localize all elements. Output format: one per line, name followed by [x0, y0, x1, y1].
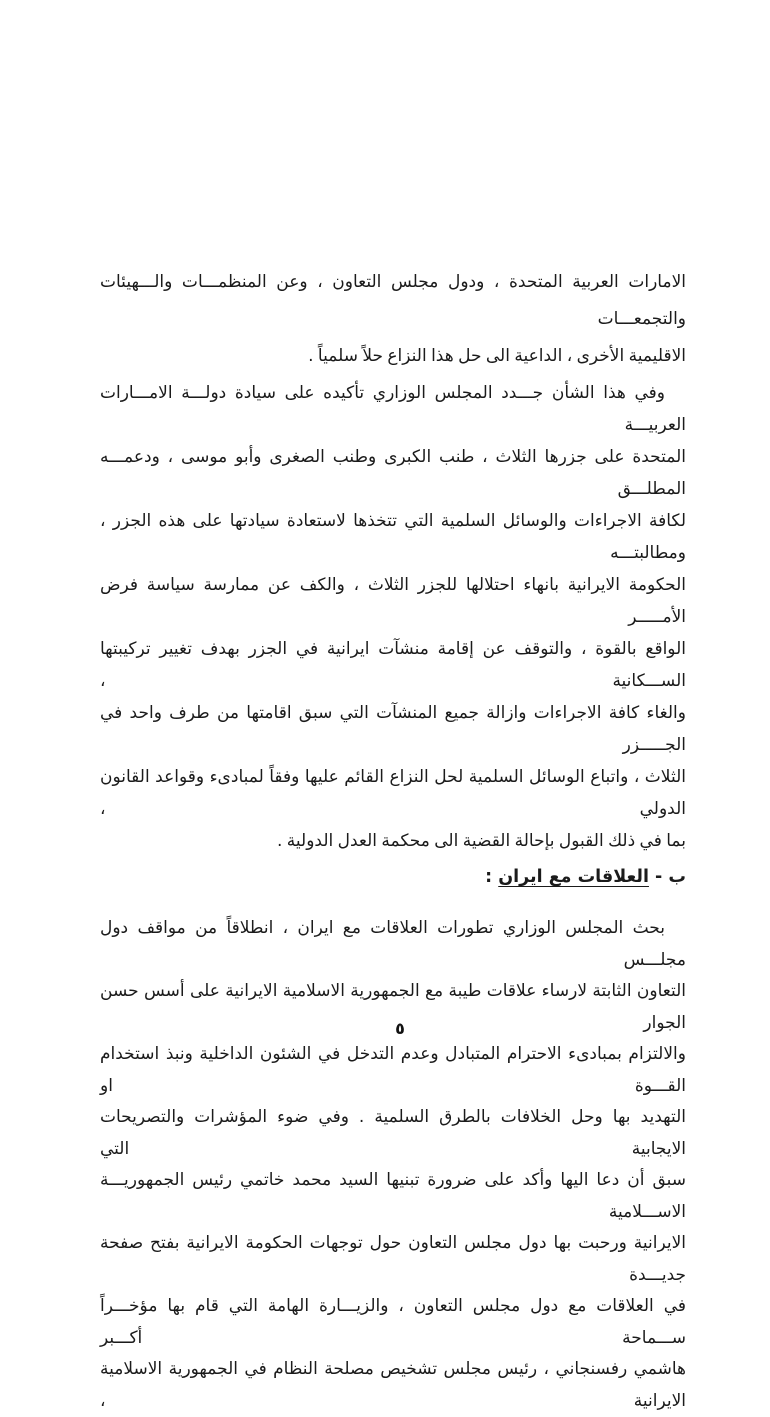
heading-title: العلاقات مع ايران: [498, 867, 649, 887]
paragraph-continuation: [100, 264, 686, 375]
text-line: الاقليمية الأخرى ، الداعية الى حل هذا النزاع حلاً سلمياً .: [308, 346, 686, 366]
paragraph-islands-sovereignty: [100, 377, 686, 857]
text-line: التعاون الثابتة لارساء علاقات طيبة مع الجمهورية الاسلامية الايرانية على أسس حسن الجوار: [100, 981, 686, 1033]
text-line: الامارات العربية المتحدة ، ودول مجلس التعاون ، وعن المنظمـــات والـــهيئات والتجمعـــات: [100, 272, 686, 329]
text-line: والالتزام بمبادىء الاحترام المتبادل وعدم التدخل في الشئون الداخلية ونبذ استخدام القـــوة او: [100, 1044, 686, 1096]
text-line: بحث المجلس الوزاري تطورات العلاقات مع ايران ، انطلاقاً من مواقف دول مجلـــس: [100, 918, 686, 970]
text-line: والغاء كافة الاجراءات وازالة جميع المنشآت التي سبق اقامتها من طرف واحد في الجـــــزر: [100, 703, 686, 755]
text-line: سبق أن دعا اليها وأكد على ضرورة تبنيها السيد محمد خاتمي رئيس الجمهوريـــة الاســـلامية: [100, 1170, 686, 1222]
heading-colon: :: [485, 867, 499, 887]
text-line: هاشمي رفسنجاني ، رئيس مجلس تشخيص مصلحة النظام في الجمهورية الاسلامية الايرانية ،: [100, 1359, 686, 1411]
text-line: في العلاقات مع دول مجلس التعاون ، والزيـــارة الهامة التي قام بها مؤخـــراً ســـماحة أكـــبر: [100, 1296, 686, 1348]
text-line: التهديد بها وحل الخلافات بالطرق السلمية . وفي ضوء المؤشرات والتصريحات الايجابية التي: [100, 1107, 686, 1159]
paragraph-iran-relations: [100, 913, 686, 1417]
text-block: [100, 264, 686, 1417]
page-number: ٥: [395, 1019, 405, 1038]
text-line: بما في ذلك القبول بإحالة القضية الى محكمة العدل الدولية .: [276, 831, 686, 851]
text-line: الواقع بالقوة ، والتوقف عن إقامة منشآت ايرانية في الجزر بهدف تغيير تركيبتها الســـكانية ،: [100, 639, 686, 691]
text-line: لكافة الاجراءات والوسائل السلمية التي تتخذها لاستعادة سيادتها على هذه الجزر ، ومطالبتـــه: [100, 511, 686, 563]
text-line: الحكومة الايرانية بانهاء احتلالها للجزر الثلاث ، والكف عن ممارسة سياسة فرض الأمـــــر: [100, 575, 686, 627]
text-line: الايرانية ورحبت بها دول مجلس التعاون حول توجهات الحكومة الايرانية بفتح صفحة جديـــدة: [100, 1233, 686, 1285]
section-heading-relations-with-iran: [100, 861, 686, 893]
heading-letter: ب -: [648, 867, 686, 887]
text-line: وفي هذا الشأن جـــدد المجلس الوزاري تأكيده على سيادة دولـــة الامـــارات العربيـــة: [100, 383, 686, 435]
text-line: الثلاث ، واتباع الوسائل السلمية لحل النزاع القائم عليها وفقاً لمبادىء وقواعد القانون الدولي ،: [100, 767, 686, 819]
text-line: المتحدة على جزرها الثلاث ، طنب الكبرى وطنب الصغرى وأبو موسى ، ودعمـــه المطلـــق: [100, 447, 686, 499]
